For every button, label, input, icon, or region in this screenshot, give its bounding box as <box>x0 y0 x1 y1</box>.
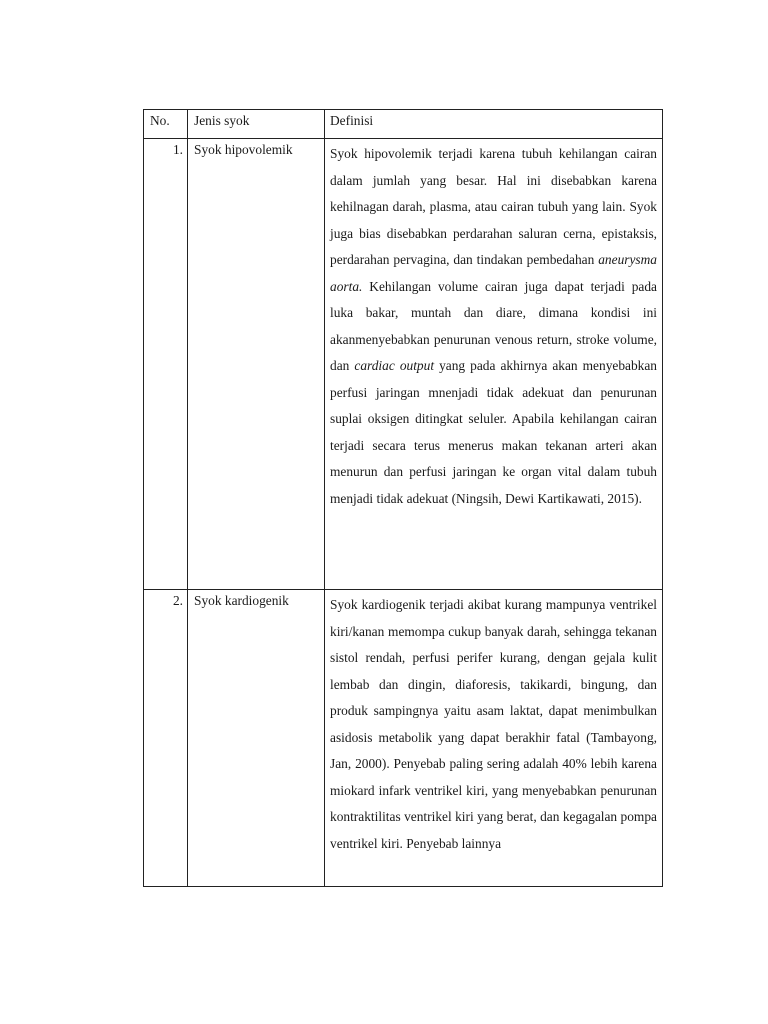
definisi-segment: yang pada akhirnya akan menyebabkan perfusi jaringan mnenjadi tidak adekuat dan penurunan suplai oksigen ditingkat seluler. Apabila kehilangan cairan terjadi secara terus menerus makan tekanan arteri akan menurun dan perfusi jaringan ke organ vital dalam tubuh menjadi tidak adekuat (Ningsih, Dewi Kartikawati, 2015). <box>330 358 658 506</box>
header-jenis-syok: Jenis syok <box>194 113 250 128</box>
header-no: No. <box>150 113 170 128</box>
header-definisi: Definisi <box>330 113 374 128</box>
row-jenis-syok: Syok kardiogenik <box>194 593 289 608</box>
row-number: 2. <box>172 593 183 608</box>
table-row <box>144 590 663 887</box>
header-definisi-cell <box>325 110 663 139</box>
row-definisi-cell <box>325 590 663 887</box>
definisi-italic-term: cardiac output <box>354 358 435 373</box>
definisi-segment: Syok hipovolemik terjadi karena tubuh kehilangan cairan dalam jumlah yang besar. Hal ini disebabkan karena kehilnagan darah, plasma, atau cairan tubuh yang lain. Syok juga bias disebabkan perdarahan saluran cerna, epistaksis, perdarahan pervagina, dan tindakan pembedahan <box>330 146 657 267</box>
definisi-italic-term: aneurysma aorta. <box>330 252 657 294</box>
header-jenis-cell <box>188 110 325 139</box>
definisi-segment: Kehilangan volume cairan juga dapat terjadi pada luka bakar, muntah dan diare, dimana kondisi ini akanmenyebabkan penurunan venous return, stroke volume, dan <box>330 278 657 373</box>
row-definisi-text <box>325 139 662 512</box>
row-jenis-cell <box>188 590 325 887</box>
row-number-cell <box>144 590 188 887</box>
row-definisi-text: Syok kardiogenik terjadi akibat kurang mampunya ventrikel kiri/kanan memompa cukup banyak darah, sehingga tekanan sistol rendah, perfusi perifer kurang, dengan gejala kulit lembab dan dingin, diaforesis, takikardi, bingung, dan produk sampingnya yaitu asam laktat, dapat menimbulkan asidosis metabolik yang dapat berakhir fatal (Tambayong, Jan, 2000). Penyebab paling sering adalah 40% lebih karena miokard infark ventrikel kiri, yang menyebabkan penurunan kontraktilitas ventrikel kiri yang berat, dan kegagalan pompa ventrikel kiri. Penyebab lainnya <box>330 597 657 851</box>
row-definisi-cell <box>325 139 663 590</box>
row-number-cell <box>144 139 188 590</box>
row-jenis-syok: Syok hipovolemik <box>194 142 293 157</box>
header-no-cell <box>144 110 188 139</box>
table-row <box>144 139 663 590</box>
row-number: 1. <box>172 142 183 157</box>
syok-table <box>143 109 663 887</box>
table-header-row <box>144 110 663 139</box>
row-jenis-cell <box>188 139 325 590</box>
